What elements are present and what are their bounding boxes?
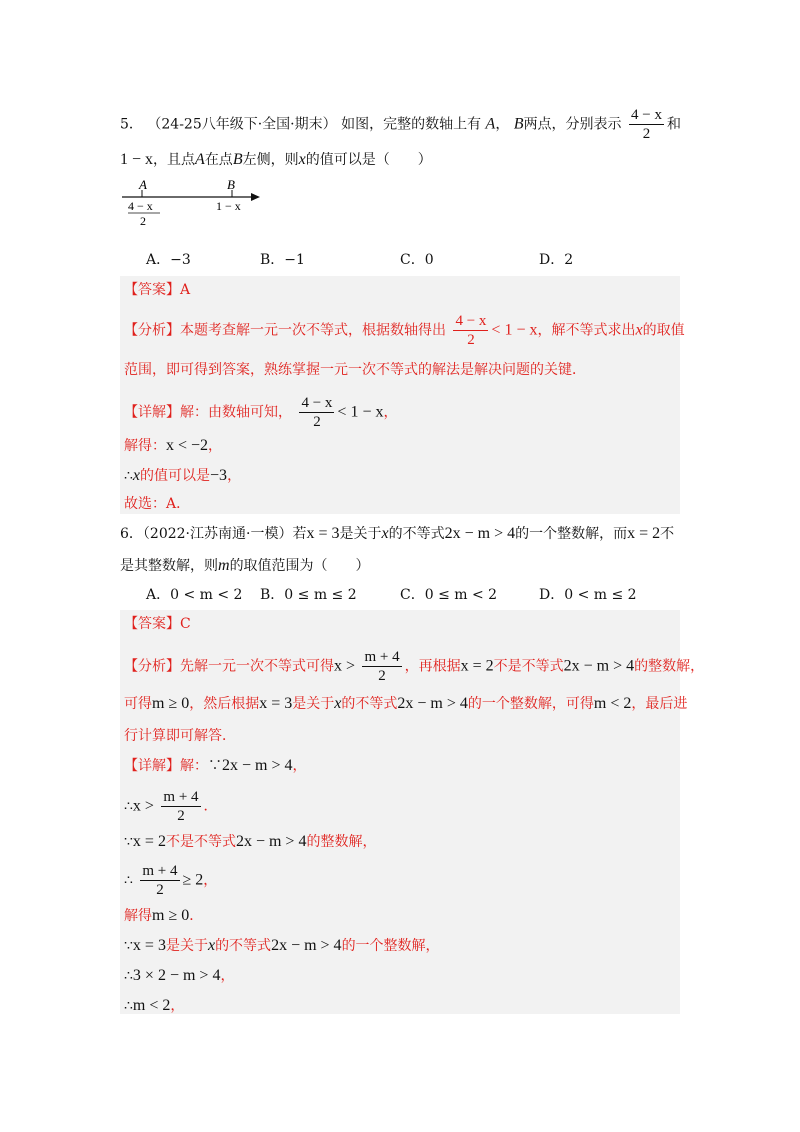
q6-step3: ∵x = 2不是不等式2x − m > 4的整数解， [124,833,377,850]
q6-step4: ∴ $\frac{m + 4}{2}$ ≥ 2， [124,863,218,898]
q5-stem-line2: 1 − x，且点A在点B左侧，则x的值可以是（ ） [120,151,432,168]
q6-analysis-line1: 【分析】先解一元一次不等式可得x > $\frac{m + 4}{2}$ ，再根据x = 2不是不等式2x − m > 4的整数解， [124,649,705,684]
point-b-label: B [227,177,235,192]
q5-option-b[interactable]: B．−1 [260,252,305,268]
q5-answer: 【答案】A [124,282,191,298]
point-a-value-num: 4 − x [128,199,153,213]
number-line-figure [120,176,270,232]
q5-stem-line1: 5． （24-25八年级下·全国·期末） 如图，完整的数轴上有 A， B两点，分别表示 $\frac{4 - x}{2}$ 和 [120,107,681,142]
q5-option-c[interactable]: C．0 [400,252,434,268]
q6-analysis-line3: 行计算即可解答． [124,728,236,744]
q6-stem-line2: 是其整数解，则m的取值范围为（ ） [120,557,370,574]
question-number: 5． [120,116,143,133]
q6-step2: ∴x > $\frac{m + 4}{2}$ ． [124,789,218,824]
q6-stem-line1: 6．（2022·江苏南通·一模）若x = 3是关于x的不等式2x − m > 4的一个整数解，而x = 2不 [120,525,675,542]
q5-therefore-line: ∴x的值可以是−3， [124,467,242,484]
q5-detail-line1: 【详解】解：由数轴可知， $\frac{4 - x}{2}$ < 1 − x， [124,395,398,430]
q6-option-a[interactable]: A．0 < m < 2 [146,587,243,603]
q6-option-b[interactable]: B．0 ≤ m ≤ 2 [260,587,357,603]
q6-option-c[interactable]: C．0 ≤ m < 2 [400,587,498,603]
q5-analysis-line1: 【分析】本题考查解一元一次不等式，根据数轴得出 $\frac{4 - x}{2}$ < 1 − x，解不等式求出x的取值 [124,313,685,348]
q5-analysis-line2: 范围，即可得到答案，熟练掌握一元一次不等式的解法是解决问题的关键． [124,362,586,378]
point-b-value: 1 − x [216,199,241,213]
point-a-value-den: 2 [140,214,146,228]
question-source: （24-25八年级下·全国·期末） [147,116,337,133]
q6-answer: 【答案】C [124,616,191,632]
fraction-4-minus-x-over-2: $\frac{4 - x}{2}$ [631,107,662,142]
q5-solve-line: 解得：x < −2， [124,437,223,454]
q6-step5: 解得m ≥ 0． [124,907,204,924]
q5-choose-line: 故选：A． [124,496,191,512]
q6-step6: ∵x = 3是关于x的不等式2x − m > 4的一个整数解， [124,937,440,954]
q6-option-d[interactable]: D．0 < m ≤ 2 [539,587,637,603]
q6-step7: ∴3 × 2 − m > 4， [124,967,235,984]
q6-step8: ∴m < 2， [124,997,185,1014]
q5-option-a[interactable]: A．−3 [146,252,191,268]
q6-analysis-line2: 可得m ≥ 0，然后根据x = 3是关于x的不等式2x − m > 4的一个整数解，可得m < 2，最后进 [124,695,688,712]
point-a-label: A [139,177,147,192]
q5-option-d[interactable]: D．2 [539,252,574,268]
q6-detail-line1: 【详解】解：∵2x − m > 4， [124,757,307,774]
